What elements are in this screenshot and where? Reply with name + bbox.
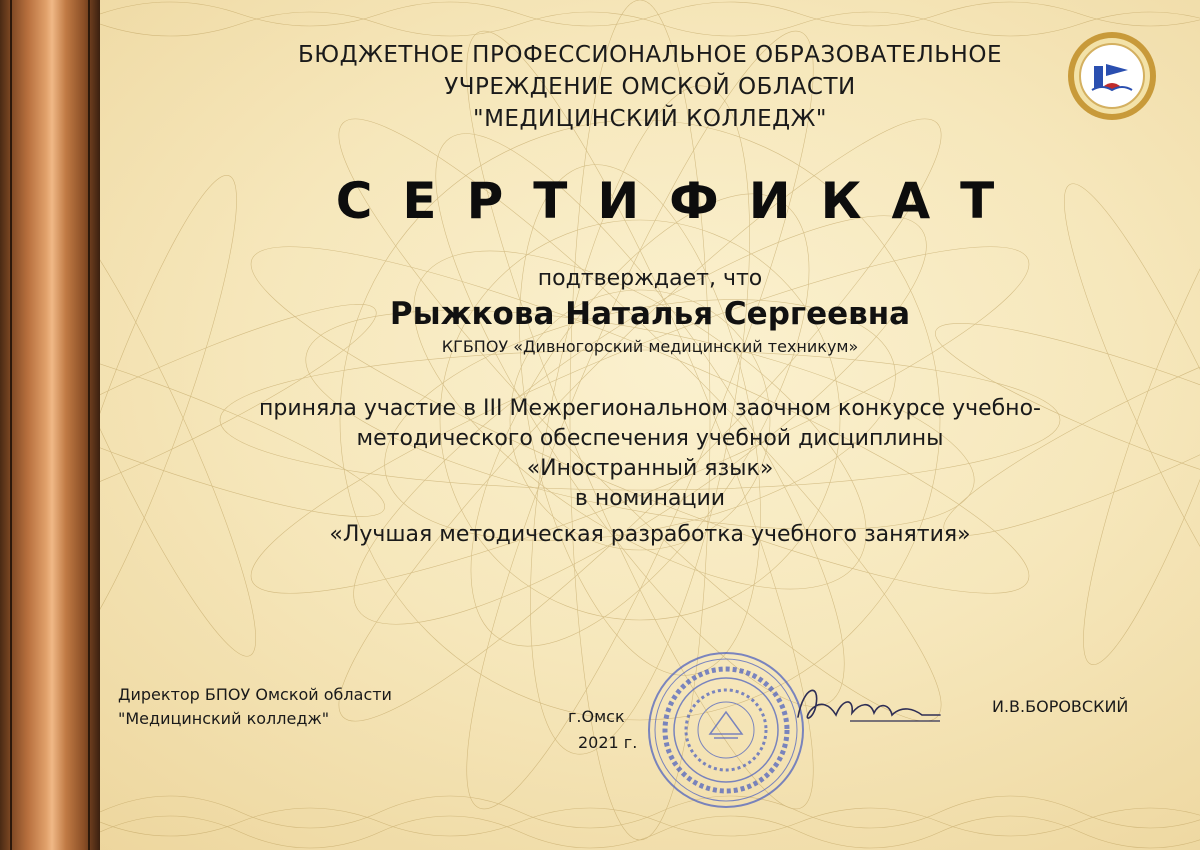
certificate-title: СЕРТИФИКАТ [335,172,1025,230]
statement-line-1: приняла участие в III Межрегиональном заочном конкурсе учебно- [259,396,1041,421]
recipient-institution: КГБПОУ «Дивногорский медицинский техникум» [441,337,859,356]
signatory-position-line-2: "Медицинский колледж" [118,709,330,728]
statement-line-5: «Лучшая методическая разработка учебного занятия» [329,522,971,547]
signatory-position-line-1: Директор БПОУ Омской области [118,685,392,704]
place-city: г.Омск [568,707,625,726]
handwritten-signature-icon [790,675,950,735]
place-year: 2021 г. [578,733,638,752]
recipient-name: Рыжкова Наталья Сергеевна [389,296,911,332]
decorative-border-band [0,0,100,850]
organization-line-2: УЧРЕЖДЕНИЕ ОМСКОЙ ОБЛАСТИ [444,74,856,100]
statement-line-2: методического обеспечения учебной дисциплины [356,426,944,451]
official-stamp-icon [646,650,806,810]
organization-line-1: БЮДЖЕТНОЕ ПРОФЕССИОНАЛЬНОЕ ОБРАЗОВАТЕЛЬНОЕ [298,42,1002,68]
confirms-text: подтверждает, что [537,266,763,291]
organization-line-3: "МЕДИЦИНСКИЙ КОЛЛЕДЖ" [473,106,827,132]
statement-line-3: «Иностранный язык» [526,456,774,481]
statement-line-4: в номинации [574,486,726,511]
signatory-name: И.В.БОРОВСКИЙ [992,697,1129,716]
